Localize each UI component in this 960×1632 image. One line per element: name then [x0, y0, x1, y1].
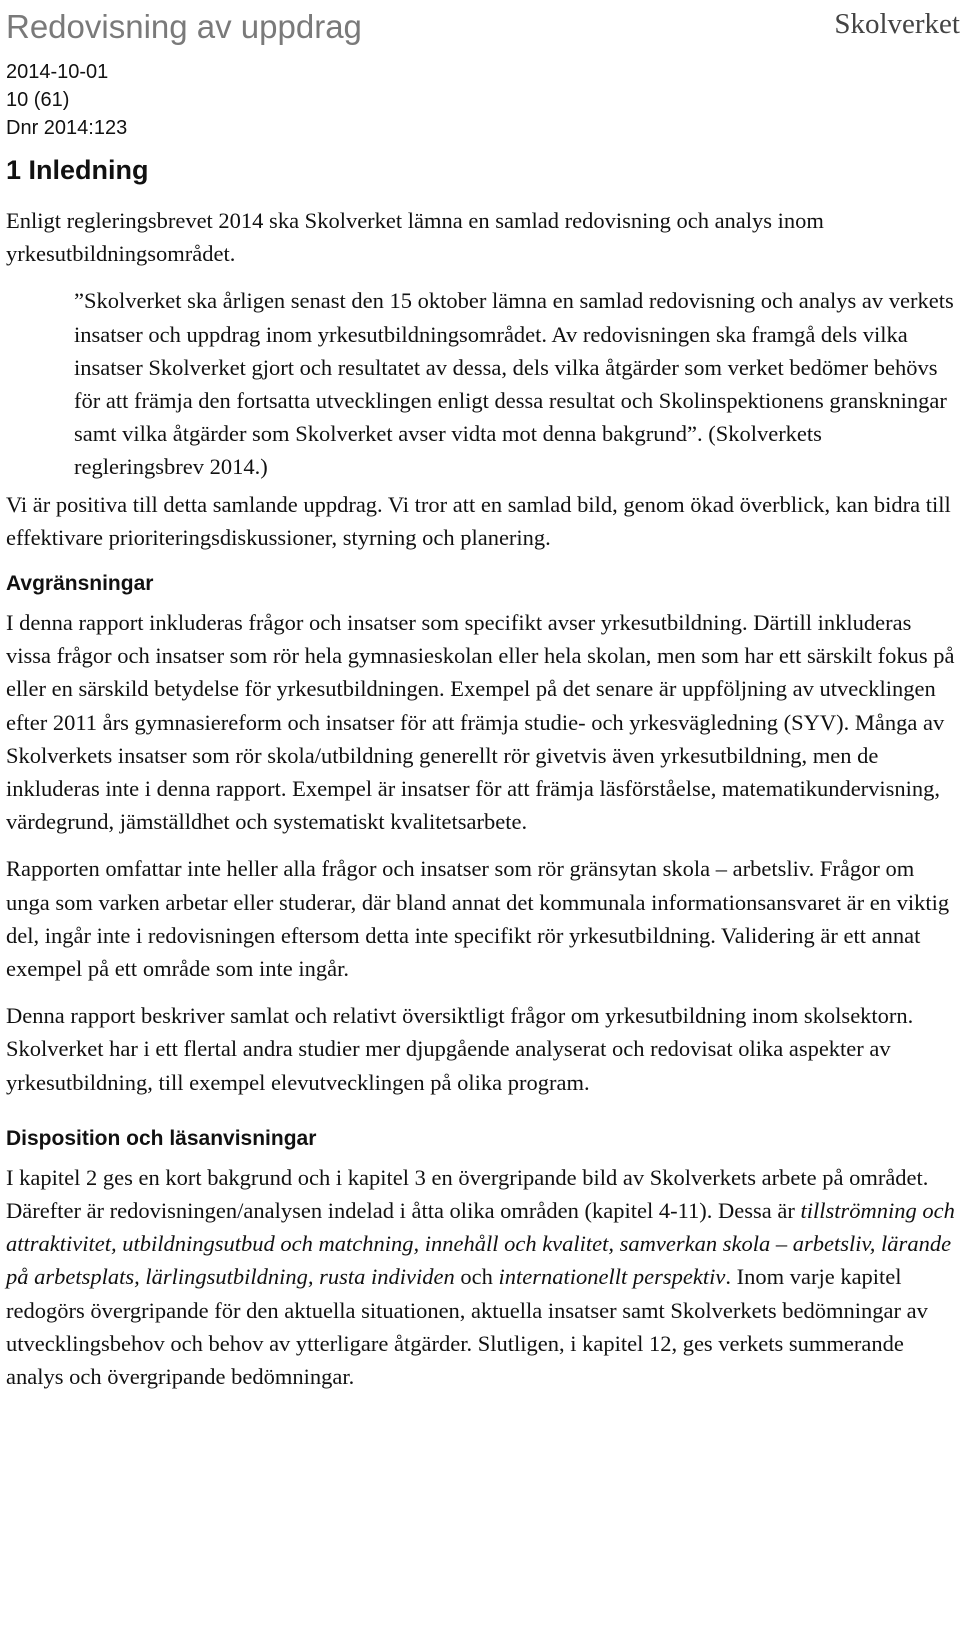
document-meta — [6, 58, 127, 142]
organization-name: Skolverket — [834, 8, 960, 40]
conjunction: och — [454, 1264, 499, 1290]
section-heading-avgransningar: Avgränsningar — [6, 572, 154, 596]
closing-paragraph: Vi är positiva till detta samlande uppdrag. Vi tror att en samlad bild, genom ökad överblick, kan bidra till effektivare prioriteringsdiskussioner, styrning och planering. — [6, 491, 951, 550]
document-date: 2014-10-01 — [6, 61, 109, 83]
paragraph: Rapporten omfattar inte heller alla frågor och insatser som rör gränsytan skola – arbetsliv. Frågor om unga som varken arbetar eller studerar, där bland annat det kommunala informationsansvaret är en viktig del, ingår inte i redovisningen eftersom detta inte specifikt rör yrkesutbildning. Validering är ett annat exempel på ett område som inte ingår. — [6, 856, 950, 982]
registration-number: Dnr 2014:123 — [6, 117, 128, 139]
disposition-text: I kapitel 2 ges en kort bakgrund och i kapitel 3 en övergripande bild av Skolverkets arbete på området. Därefter är redovisningen/analysen indelad i åtta olika områden (kapitel 4-11). Dessa är — [6, 1164, 929, 1224]
section-heading-inledning: 1 Inledning — [6, 155, 149, 185]
paragraph: Denna rapport beskriver samlat och relativt översiktligt frågor om yrkesutbildning inom skolsektorn. Skolverket har i ett flertal andra studier mer djupgående analyserat och redovisat olika aspekter av yrkesutbildning, till exempel elevutvecklingen på olika program. — [6, 1003, 914, 1095]
document-body — [6, 155, 956, 1407]
document-header-title: Redovisning av uppdrag — [6, 8, 362, 45]
paragraph: I denna rapport inkluderas frågor och insatser som specifikt avser yrkesutbildning. Därtill inkluderas vissa frågor och insatser som rör hela gymnasieskolan eller hela skolan, men som har ett särskilt fokus på eller en särskild betydelse för yrkesutbildningen. Exempel på det senare är uppföljning av utvecklingen efter 2011 års gymnasiereform och insatser för att främja studie- och yrkesvägledning (SYV). Många av Skolverkets insatser som rör skola/utbildning generellt rör givetvis även yrkesutbildning, men de inkluderas inte i denna rapport. Exempel är insatser för att främja läsförståelse, matematikundervisning, värdegrund, jämställdhet och systematiskt kvalitetsarbete. — [6, 610, 955, 835]
disposition-paragraph — [6, 1161, 956, 1393]
section-heading-disposition: Disposition och läsanvisningar — [6, 1126, 317, 1150]
areas-last: internationellt perspektiv — [498, 1264, 726, 1290]
disposition-text-end: . Inom varje kapitel redogörs övergripande för den aktuella situationen, aktuella insatser samt Skolverkets bedömningar av utvecklingsbehov och behov av ytterligare åtgärder. Slutligen, i kapitel 12, ges verkets summerande analys och övergripande bedömningar. — [6, 1264, 928, 1390]
page-number: 10 (61) — [6, 89, 70, 111]
areas-list: tillströmning och attraktivitet, utbildningsutbud och matchning, innehåll och kvalitet, samverkan skola – arbetsliv, lärande på arbetsplats, lärlingsutbildning, rusta individen — [6, 1198, 955, 1290]
intro-paragraph: Enligt regleringsbrevet 2014 ska Skolverket lämna en samlad redovisning och analys inom yrkesutbildningsområdet. — [6, 208, 824, 267]
quote-block: ”Skolverket ska årligen senast den 15 oktober lämna en samlad redovisning och analys av verkets insatser och uppdrag inom yrkesutbildningsområdet. Av redovisningen ska framgå dels vilka insatser Skolverket gjort och resultatet av dessa, dels vilka åtgärder som verket bedömer behövs för att främja den fortsatta utvecklingen enligt dessa resultat och Skolinspektionens granskningar samt vilka åtgärder som Skolverket avser vidta mot denna bakgrund”. (Skolverkets regleringsbrev 2014.) — [74, 288, 954, 480]
